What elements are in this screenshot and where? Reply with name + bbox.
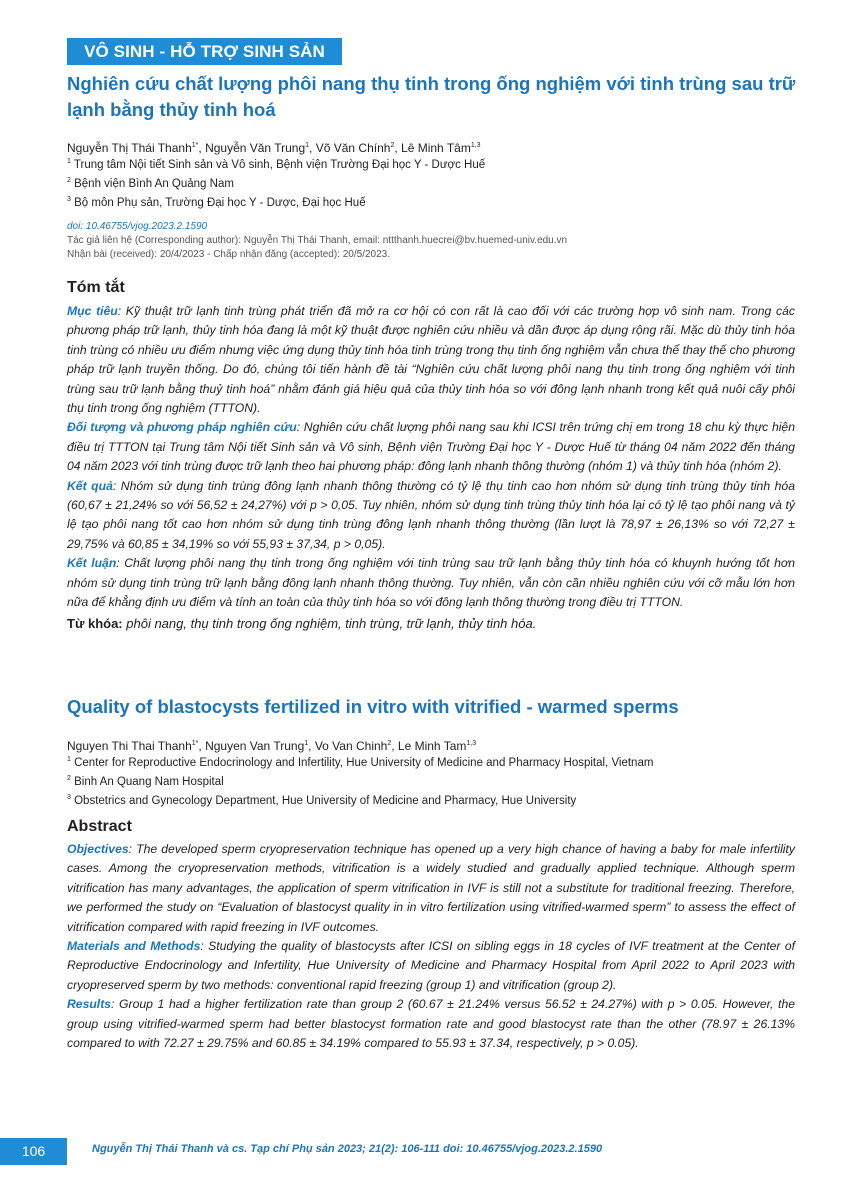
vi-author-sep: , <box>198 141 206 155</box>
en-methods-paragraph <box>67 937 795 995</box>
vi-objective-label: Mục tiêu <box>67 304 118 318</box>
footer-citation: Nguyễn Thị Thái Thanh và cs. Tạp chí Phụ sản 2023; 21(2): 106-111 doi: 10.46755/vjog.2023.2.1590 <box>92 1143 603 1155</box>
vi-conclusion-text: : Chất lượng phôi nang thụ tinh trong ống nghiệm với tinh trùng sau trữ lạnh bằng thủy tinh hóa có khuynh hướng tốt hơn nhóm sử dụng tinh trùng trữ lạnh bằng đông lạnh nhanh thông thường. Tuy nhiên, vẫn còn cần nhiều nghiên cứu với cỡ mẫu lớn hơn nữa để khẳng định ưu điểm và tính an toàn của thủy tinh hóa so với đông lạnh thông thường trong điều trị TTTON. <box>67 556 795 610</box>
en-affiliation-sup: 1 <box>67 756 71 763</box>
en-objectives-label: Objectives <box>67 842 129 856</box>
section-tag: VÔ SINH - HỖ TRỢ SINH SẢN <box>67 38 342 65</box>
vi-author-name: Võ Văn Chính <box>315 141 391 155</box>
vi-methods-text: : Nghiên cứu chất lượng phôi nang sau khi ICSI trên trứng chị em trong 18 chu kỳ thực hiện điều trị TTTON tại Trung tâm Nội tiết Sinh sản và Vô sinh, Bệnh viện Trường Đại học Y - Dược Huế từ tháng 04 năm 2022 đến tháng 04 năm 2023 với tinh trùng được trữ lạnh theo hai phương pháp: đông lạnh nhanh thông thường (nhóm 1) và thủy tinh hóa (nhóm 2). <box>67 420 795 474</box>
vi-author-name: Lê Minh Tâm <box>401 141 471 155</box>
en-results-text: : Group 1 had a higher fertilization rate than group 2 (60.67 ± 21.24% versus 56.52 ± 24.27%) with p > 0.05. However, the group using vitrified-warmed sperm had better blastocyst formation rate and good blastocyst rate than the other (78.97 ± 26.13% compared to with 72.27 ± 29.75% and 60.85 ± 34.19% compared to 55.93 ± 37.34, respectively, p > 0.05). <box>67 997 795 1051</box>
vi-author-name: Nguyễn Thị Thái Thanh <box>67 141 192 155</box>
vi-objective-text: : Kỹ thuật trữ lạnh tinh trùng phát triển đã mở ra cơ hội có con rất là cao đối với các trường hợp vô sinh nam. Trong các phương pháp trữ lạnh, thủy tinh hóa đang là một kỹ thuật được nghiên cứu nhiều và dần được áp dụng rộng rãi. Mặc dù thủy tinh hóa tinh trùng có nhiều ưu điểm nhưng việc ứng dụng thủy tinh hóa tinh trùng trong thụ tinh ống nghiệm vẫn chưa thể thay thế cho phương pháp trữ lạnh truyền thống. Do đó, chúng tôi tiến hành đề tài “Nghiên cứu chất lượng phôi nang thụ tinh trong ống nghiệm với tinh trùng sau trữ lạnh bằng thuỷ tinh hoá” nhằm đánh giá hiệu quả của thủy tinh hóa so với đông lạnh nhanh trong kết quả nuôi cấy phôi thụ tinh trong ống nghiệm (TTTON). <box>67 304 795 416</box>
vi-affiliation-sup: 1 <box>67 158 71 165</box>
en-author-name: Nguyen Thi Thai Thanh <box>67 739 192 753</box>
corresponding-author: Tác giả liên hệ (Corresponding author): Nguyễn Thị Thái Thanh, email: nttthanh.huecrei@bv.huemed-univ.edu.vn <box>67 235 568 246</box>
vi-affiliation <box>67 154 787 173</box>
vi-keywords <box>67 613 795 635</box>
en-author-sup: 1 <box>304 740 309 747</box>
vi-author-sep: , <box>394 141 402 155</box>
vi-methods-paragraph <box>67 418 795 476</box>
en-methods-text: : Studying the quality of blastocysts after ICSI on sibling eggs in 18 cycles of IVF treatment at the Center of Reproductive Endocrinology and Infertility, Hue University of Medicine and Pharmacy Hospital from April 2022 to April 2023 with cryopreserved sperm by two methods: conventional rapid freezing (group 1) and vitrification (group 2). <box>67 939 795 992</box>
en-author-sup: 1* <box>191 740 199 747</box>
vi-results-paragraph <box>67 477 795 555</box>
vi-affiliation-sup: 2 <box>67 176 71 184</box>
vi-methods-label: Đối tượng và phương pháp nghiên cứu <box>67 420 297 435</box>
en-title: Quality of blastocysts fertilized in vitro with vitrified - warmed sperms <box>67 696 679 717</box>
vi-affiliation-text: Bộ môn Phụ sản, Trường Đại học Y - Dược, Đại học Huế <box>70 196 366 209</box>
vi-abstract-body <box>67 302 795 635</box>
vi-results-label: Kết quả <box>67 478 113 493</box>
en-affiliations <box>67 752 807 808</box>
vi-conclusion-paragraph <box>67 554 795 612</box>
abstract-heading: Abstract <box>67 818 132 835</box>
vi-author-sup: 1* <box>191 142 199 149</box>
vi-affiliation-sup: 3 <box>67 195 71 203</box>
en-methods-label: Materials and Methods <box>67 939 201 954</box>
en-affiliation-text: Center for Reproductive Endocrinology and Infertility, Hue University of Medicine and Pharmacy Hospital, Vietnam <box>70 756 654 769</box>
page-number: 106 <box>0 1138 67 1165</box>
en-author-sep: , <box>198 739 206 753</box>
summary-heading: Tóm tắt <box>67 279 125 296</box>
vi-objective-paragraph <box>67 302 795 418</box>
vi-keywords-label: Từ khóa: <box>67 615 123 631</box>
vi-keywords-text: phôi nang, thụ tinh trong ống nghiệm, tinh trùng, trữ lạnh, thủy tinh hóa. <box>122 615 537 631</box>
en-affiliation-text: Binh An Quang Nam Hospital <box>70 775 224 788</box>
vi-doi[interactable]: doi: 10.46755/vjog.2023.2.1590 <box>67 221 208 232</box>
en-author-name: Nguyen Van Trung <box>205 739 305 753</box>
vi-conclusion-label: Kết luận <box>67 556 117 571</box>
en-affiliation <box>67 752 807 771</box>
vi-results-text: : Nhóm sử dụng tinh trùng đông lạnh nhanh thông thường có tỷ lệ thụ tinh cao hơn nhóm sử dụng tinh trùng thủy tinh hóa (60,67 ± 21,24% so với 56,52 ± 24,27%) với p > 0,05. Tuy nhiên, nhóm sử dụng tinh trùng thủy tinh hóa lại có tỷ lệ tạo phôi nang và tỷ lệ tạo phôi nang tốt cao hơn nhóm sử dụng tinh trùng đông lạnh nhanh thông thường (lần lượt là 78,97 ± 26,13% so với 72,27 ± 29,75% và 60,85 ± 34,19% so với 55,93 ± 37,34, p > 0,05). <box>67 478 795 551</box>
en-author-name: Vo Van Chinh <box>314 739 388 753</box>
vi-affiliation <box>67 192 787 211</box>
vi-author-sep: , <box>309 141 316 155</box>
vi-author-name: Nguyễn Văn Trung <box>205 141 306 155</box>
en-affiliation-text: Obstetrics and Gynecology Department, Hue University of Medicine and Pharmacy, Hue University <box>70 794 577 807</box>
en-affiliation-sup: 2 <box>67 774 71 782</box>
vi-affiliation-text: Trung tâm Nội tiết Sinh sản và Vô sinh, Bệnh viện Trường Đại học Y - Dược Huế <box>70 158 486 171</box>
en-affiliation <box>67 790 807 809</box>
vi-affiliation-text: Bệnh viện Bình An Quảng Nam <box>70 177 234 190</box>
vi-affiliation <box>67 173 787 192</box>
en-author-sep: , <box>308 739 315 753</box>
en-objectives-text: : The developed sperm cryopreservation technique has opened up a very high chance of having a baby for male infertility cases. Among the cryopreservation methods, vitrification is a widely studied and gradually applied technique. Although sperm vitrification has many advantages, the application of sperm vitrification in IVF is still not a substitute for traditional freezing. Therefore, we performed the study on “Evaluation of blastocyst quality in in vitro fertilization using vitrified-warmed sperm” to assess the effect of vitrification compared with rapid freezing in IVF outcomes. <box>67 842 795 934</box>
en-affiliation-sup: 3 <box>67 793 71 801</box>
vi-affiliations <box>67 154 787 210</box>
en-results-label: Results <box>67 997 112 1012</box>
received-dates: Nhận bài (received): 20/4/2023 - Chấp nhận đăng (accepted): 20/5/2023. <box>67 249 390 260</box>
en-objectives-paragraph <box>67 840 795 937</box>
en-affiliation <box>67 771 807 790</box>
vi-author-sup: 1,3 <box>470 142 481 149</box>
en-author-name: Le Minh Tam <box>397 739 467 753</box>
en-author-sep: , <box>391 739 398 753</box>
en-results-paragraph <box>67 995 795 1053</box>
vi-author-sup: 2 <box>390 142 395 149</box>
en-author-sup: 1,3 <box>466 740 477 747</box>
en-abstract-body <box>67 840 795 1053</box>
vi-title: Nghiên cứu chất lượng phôi nang thụ tinh trong ống nghiệm với tinh trùng sau trữ lạnh bằng thủy tinh hoá <box>67 73 796 120</box>
vi-author-sup: 1 <box>305 142 310 149</box>
en-author-sup: 2 <box>387 740 392 747</box>
